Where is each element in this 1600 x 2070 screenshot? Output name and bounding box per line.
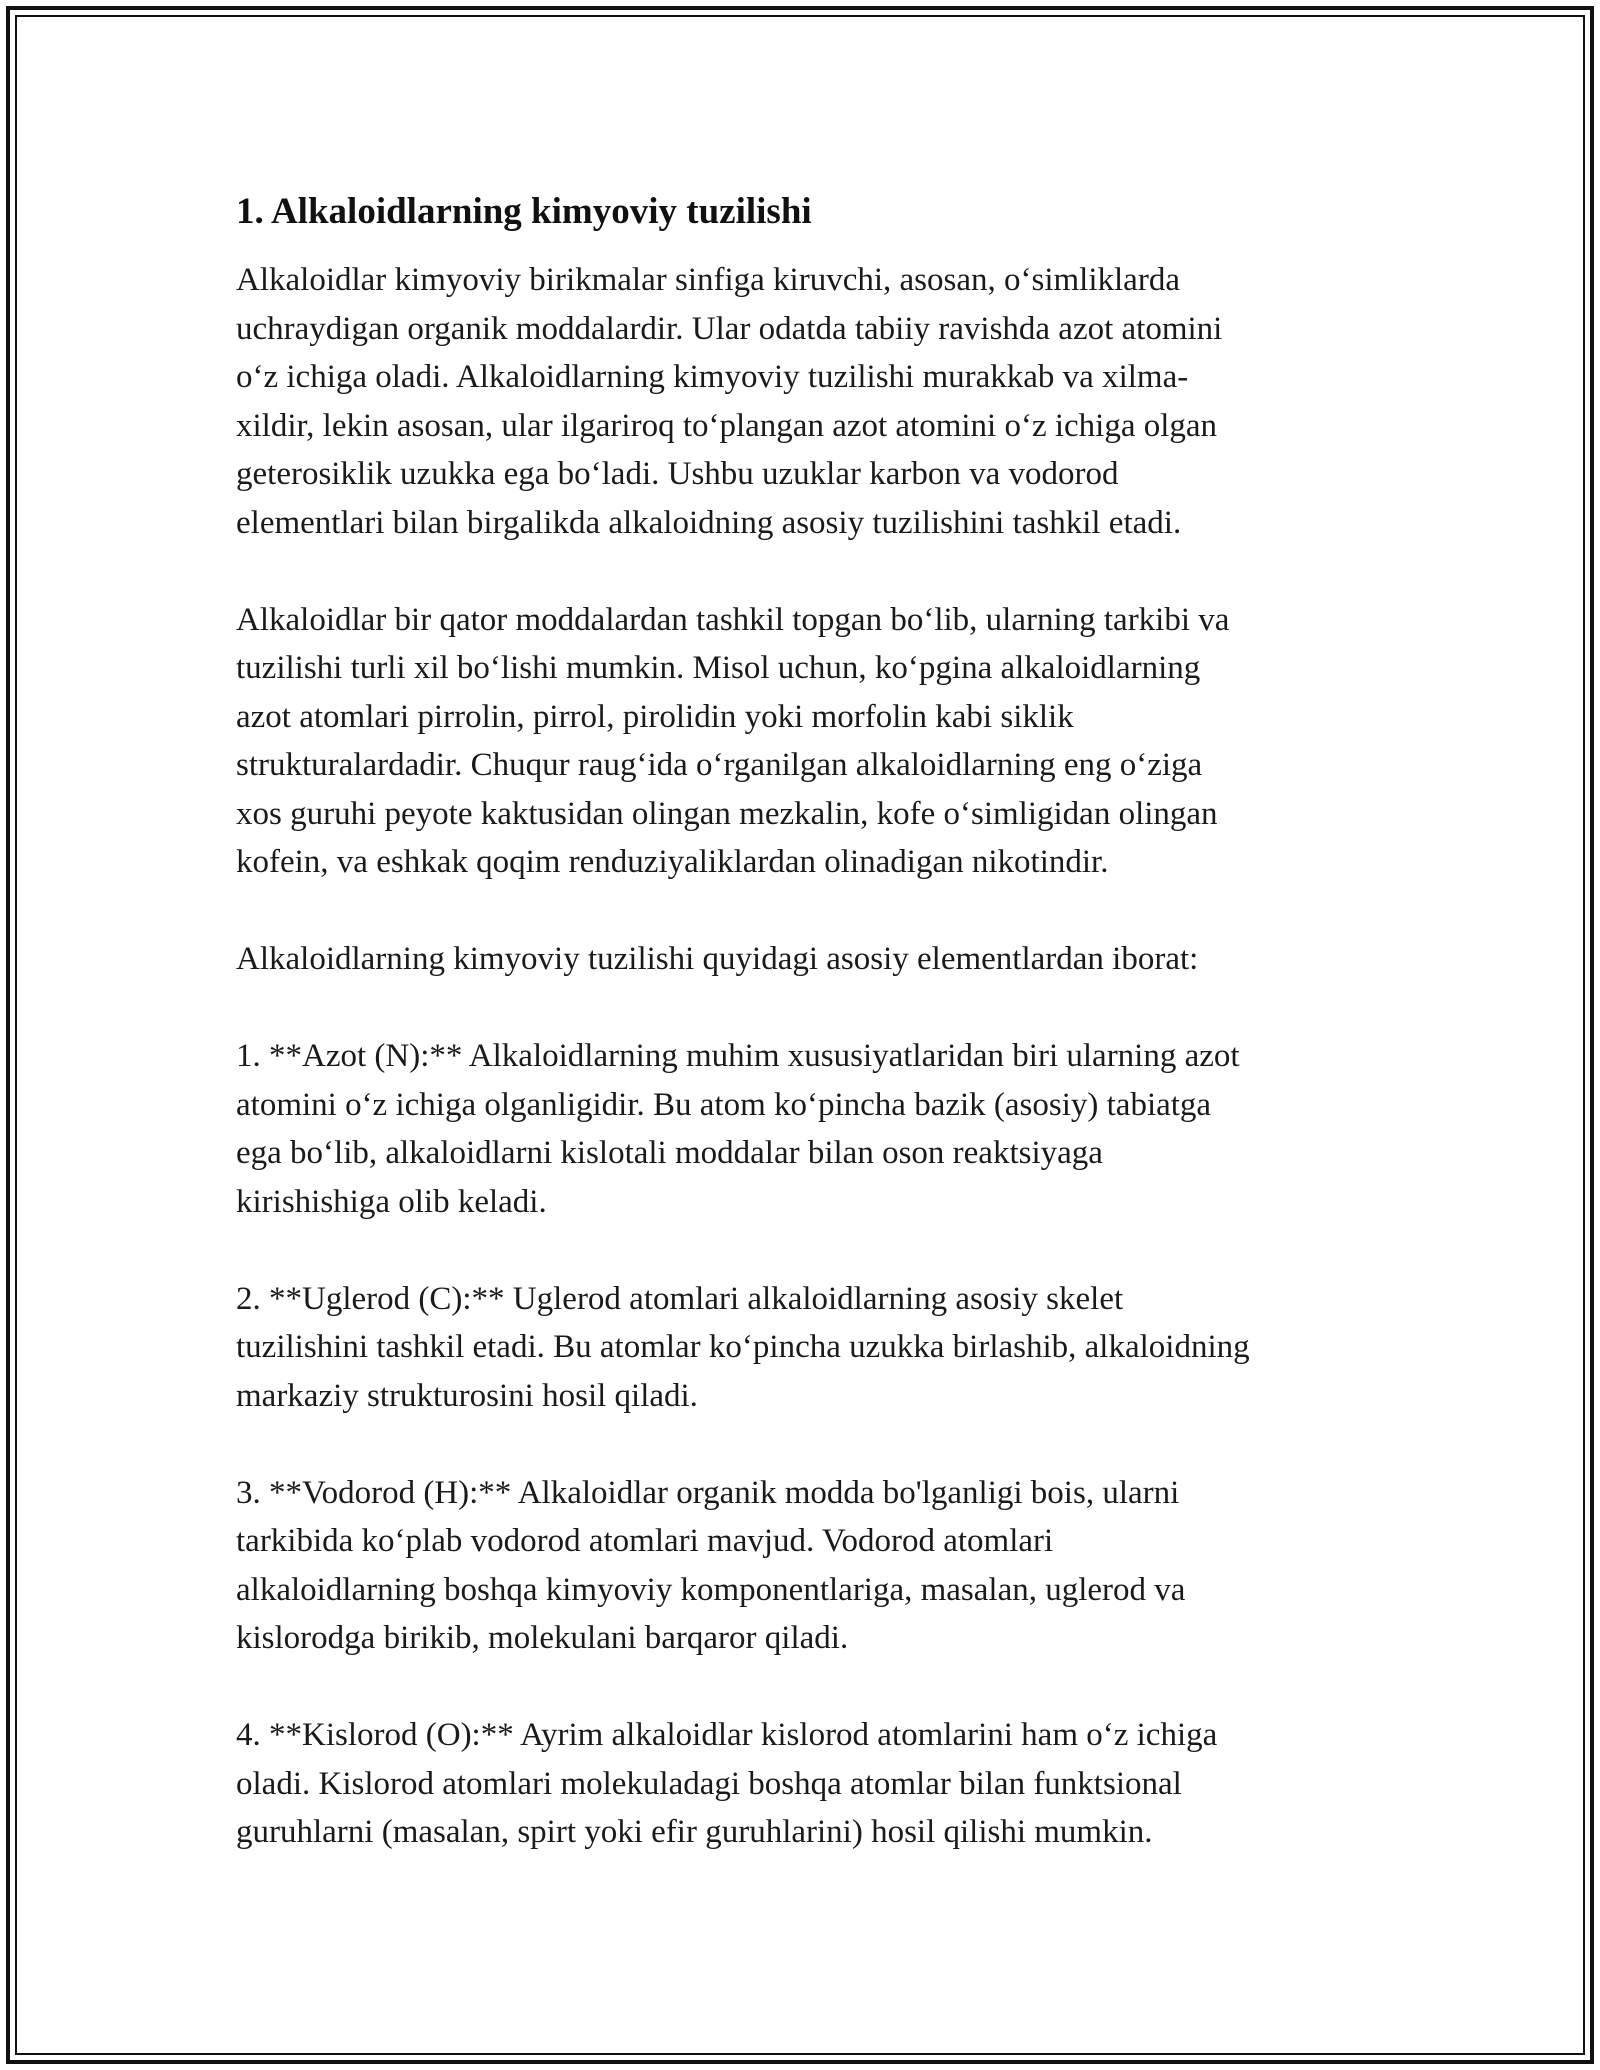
paragraph-line: kirishishiga olib keladi.: [236, 1183, 547, 1220]
paragraph-examples: [236, 596, 1366, 887]
paragraph-line: guruhlarni (masalan, spirt yoki efir guruhlarini) hosil qilishi mumkin.: [236, 1814, 1153, 1850]
paragraph-line: markaziy strukturosini hosil qiladi.: [236, 1377, 698, 1414]
list-item-uglerod: [236, 1275, 1366, 1421]
paragraph-line: strukturalardadir. Chuqur raug‘ida o‘rganilgan alkaloidlarning eng o‘ziga: [236, 747, 1203, 783]
paragraph-line: xos guruhi peyote kaktusidan olingan mezkalin, kofe o‘simligidan olingan: [236, 795, 1218, 832]
paragraph-line: oladi. Kislorod atomlari molekuladagi boshqa atomlar bilan funktsional: [236, 1765, 1182, 1802]
paragraph-line: alkaloidlarning boshqa kimyoviy komponentlariga, masalan, uglerod va: [236, 1571, 1186, 1608]
paragraph-line: kofein, va eshkak qoqim renduziyaliklardan olinadigan nikotindir.: [236, 844, 1109, 880]
paragraph-line: kislorodga birikib, molekulani barqaror qiladi.: [236, 1620, 849, 1656]
paragraph-line: xildir, lekin asosan, ular ilgariroq to‘plangan azot atomini o‘z ichiga olgan: [236, 407, 1218, 444]
paragraph-line: azot atomlari pirrolin, pirrol, pirolidin yoki morfolin kabi siklik: [236, 698, 1074, 735]
paragraph-line: 1. **Azot (N):** Alkaloidlarning muhim xususiyatlaridan biri ularning azot: [236, 1038, 1240, 1074]
paragraph-line: tuzilishini tashkil etadi. Bu atomlar ko‘pincha uzukka birlashib, alkaloidning: [236, 1329, 1250, 1365]
paragraph-line: Alkaloidlar kimyoviy birikmalar sinfiga kiruvchi, asosan, o‘simliklarda: [236, 262, 1180, 298]
paragraph-line: 3. **Vodorod (H):** Alkaloidlar organik modda bo'lganligi bois, ularni: [236, 1474, 1180, 1511]
paragraph-line: uchraydigan organik moddalardir. Ular odatda tabiiy ravishda azot atomini: [236, 310, 1223, 347]
paragraph-intro: [236, 256, 1366, 547]
list-item-azot: [236, 1032, 1366, 1226]
document-body: [236, 186, 1366, 1857]
paragraph-line: geterosiklik uzukka ega bo‘ladi. Ushbu uzuklar karbon va vodorod: [236, 456, 1119, 492]
paragraph-line: Alkaloidlar bir qator moddalardan tashkil topgan bo‘lib, ularning tarkibi va: [236, 601, 1230, 638]
paragraph-line: o‘z ichiga oladi. Alkaloidlarning kimyoviy tuzilishi murakkab va xilma-: [236, 359, 1189, 395]
paragraph-line: 4. **Kislorod (O):** Ayrim alkaloidlar kislorod atomlarini ham o‘z ichiga: [236, 1717, 1218, 1753]
list-item-vodorod: [236, 1469, 1366, 1663]
paragraph-line: ega bo‘lib, alkaloidlarni kislotali moddalar bilan oson reaktsiyaga: [236, 1135, 1103, 1171]
paragraph-line: elementlari bilan birgalikda alkaloidning asosiy tuzilishini tashkil etadi.: [236, 504, 1182, 541]
list-item-kislorod: [236, 1711, 1366, 1857]
paragraph-line: Alkaloidlarning kimyoviy tuzilishi quyidagi asosiy elementlardan iborat:: [236, 941, 1199, 977]
paragraph-list-intro: [236, 935, 1366, 984]
paragraph-line: tuzilishi turli xil bo‘lishi mumkin. Misol uchun, ko‘pgina alkaloidlarning: [236, 650, 1201, 686]
paragraph-line: atomini o‘z ichiga olganligidir. Bu atom ko‘pincha bazik (asosiy) tabiatga: [236, 1086, 1212, 1123]
page-title: 1. Alkaloidlarning kimyoviy tuzilishi: [236, 191, 812, 232]
paragraph-line: 2. **Uglerod (C):** Uglerod atomlari alkaloidlarning asosiy skelet: [236, 1280, 1124, 1317]
paragraph-line: tarkibida ko‘plab vodorod atomlari mavjud. Vodorod atomlari: [236, 1523, 1054, 1559]
